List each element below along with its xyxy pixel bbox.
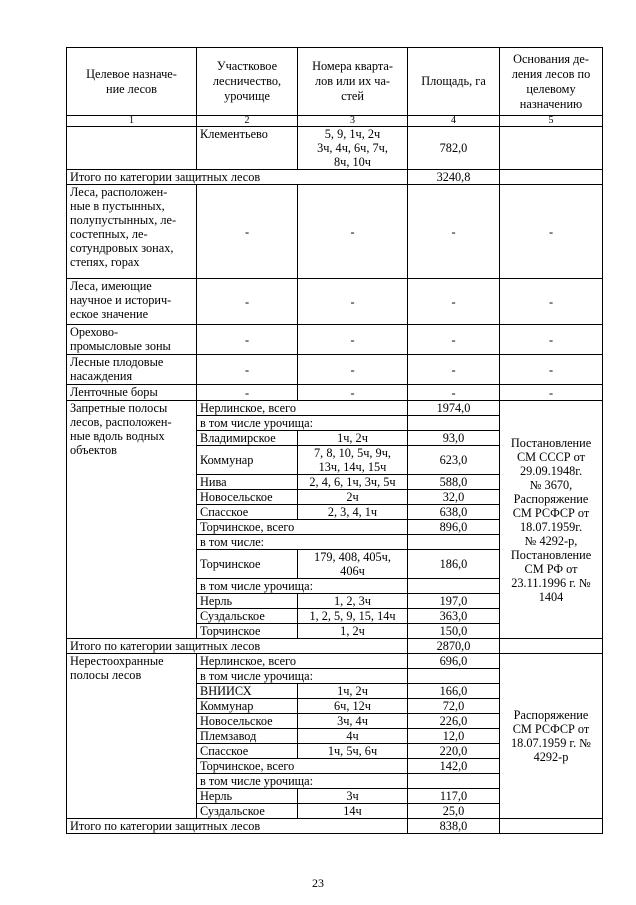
area-cell: 150,0 [408,624,500,639]
basis-cell: - [500,279,603,325]
area-cell: 638,0 [408,505,500,520]
area-cell: 93,0 [408,431,500,446]
area-cell: 896,0 [408,520,500,535]
area-cell: 226,0 [408,714,500,729]
header-forestry: Участковое лесничество, урочище [197,48,298,116]
category-cell: Леса, имеющие научное и историч- еское значение [67,279,197,325]
basis-cell [500,127,603,170]
forestry-cell: Суздальское [197,609,298,624]
table-row [67,185,603,279]
forestry-cell: Нива [197,475,298,490]
header-area: Площадь, га [408,48,500,116]
forestry-total-cell: Нерлинское, всего [197,654,408,669]
forestry-cell: ВНИИСХ [197,684,298,699]
basis-cell: - [500,325,603,355]
header-row [67,48,603,116]
forestry-cell: Племзавод [197,729,298,744]
quarters-cell: - [298,355,408,385]
quarters-cell: 7, 8, 10, 5ч, 9ч, 13ч, 14ч, 15ч [298,446,408,475]
quarters-cell: 14ч [298,804,408,819]
area-cell: 142,0 [408,759,500,774]
table-row [67,127,603,170]
area-cell: 696,0 [408,654,500,669]
forestry-cell: - [197,279,298,325]
basis-cell: - [500,385,603,401]
area-cell: 623,0 [408,446,500,475]
quarters-cell: 2ч [298,490,408,505]
category-total-area: 3240,8 [408,170,500,185]
area-cell: 1974,0 [408,401,500,416]
page-number: 23 [312,876,324,890]
area-cell: - [408,325,500,355]
category-cell [67,127,197,170]
area-cell [408,669,500,684]
forestry-cell: Новосельское [197,490,298,505]
category-total-area: 838,0 [408,819,500,834]
quarters-cell: 6ч, 12ч [298,699,408,714]
column-number: 3 [298,116,408,127]
basis-cell [500,819,603,834]
forest-purpose-table [66,47,603,834]
forestry-cell: Владимирское [197,431,298,446]
subheading-cell: в том числе урочища: [197,669,408,684]
quarters-cell: 4ч [298,729,408,744]
category-total-row [67,639,603,654]
quarters-cell: 2, 3, 4, 1ч [298,505,408,520]
column-number: 2 [197,116,298,127]
column-number-row [67,116,603,127]
quarters-cell: - [298,185,408,279]
category-total-area: 2870,0 [408,639,500,654]
subheading-cell: в том числе урочища: [197,774,408,789]
basis-cell: Распоряжение СМ РСФСР от 18.07.1959 г. № 4292-р [500,654,603,819]
header-quarters: Номера кварта- лов или их ча- стей [298,48,408,116]
area-cell: 25,0 [408,804,500,819]
area-cell: 32,0 [408,490,500,505]
category-cell: Ленточные боры [67,385,197,401]
quarters-cell: 1, 2, 5, 9, 15, 14ч [298,609,408,624]
area-cell [408,416,500,431]
area-cell: 117,0 [408,789,500,804]
category-cell: Орехово- промысловые зоны [67,325,197,355]
area-cell: - [408,385,500,401]
forestry-cell: Нерль [197,789,298,804]
quarters-cell: 3ч [298,789,408,804]
area-cell: 12,0 [408,729,500,744]
quarters-cell: 1ч, 2ч [298,684,408,699]
column-number: 4 [408,116,500,127]
column-number: 5 [500,116,603,127]
area-cell: 72,0 [408,699,500,714]
quarters-cell: 5, 9, 1ч, 2ч 3ч, 4ч, 6ч, 7ч, 8ч, 10ч [298,127,408,170]
forestry-cell: Клементьево [197,127,298,170]
quarters-cell: - [298,279,408,325]
subheading-cell: в том числе урочища: [197,416,408,431]
quarters-cell: 1ч, 5ч, 6ч [298,744,408,759]
category-cell: Запретные полосы лесов, расположен- ные вдоль водных объектов [67,401,197,639]
forestry-cell: Коммунар [197,699,298,714]
quarters-cell: 1, 2ч [298,624,408,639]
table-row [67,325,603,355]
category-cell: Лесные плодовые насаждения [67,355,197,385]
subheading-cell: в том числе: [197,535,408,550]
forestry-cell: Спасское [197,744,298,759]
category-total-label: Итого по категории защитных лесов [67,819,408,834]
quarters-cell: - [298,325,408,355]
forestry-total-cell: Торчинское, всего [197,759,408,774]
table-body [67,48,603,834]
category-total-row [67,819,603,834]
category-total-row [67,170,603,185]
table-row [67,279,603,325]
forestry-cell: Суздальское [197,804,298,819]
quarters-cell: - [298,385,408,401]
forestry-cell: - [197,355,298,385]
area-cell: 588,0 [408,475,500,490]
basis-cell: - [500,185,603,279]
quarters-cell: 3ч, 4ч [298,714,408,729]
forestry-cell: Торчинское [197,624,298,639]
header-purpose: Целевое назначе- ние лесов [67,48,197,116]
category-cell: Нерестоохранные полосы лесов [67,654,197,819]
table-row [67,401,603,416]
table-row [67,654,603,669]
forestry-cell: Нерль [197,594,298,609]
forestry-cell: Спасское [197,505,298,520]
area-cell: - [408,185,500,279]
category-total-label: Итого по категории защитных лесов [67,170,408,185]
area-cell [408,579,500,594]
forestry-cell: Новосельское [197,714,298,729]
quarters-cell: 1ч, 2ч [298,431,408,446]
area-cell: 197,0 [408,594,500,609]
area-cell: 166,0 [408,684,500,699]
basis-cell [500,170,603,185]
forestry-cell: - [197,185,298,279]
quarters-cell: 179, 408, 405ч, 406ч [298,550,408,579]
area-cell: 363,0 [408,609,500,624]
area-cell: - [408,355,500,385]
forestry-cell: - [197,325,298,355]
subheading-cell: в том числе урочища: [197,579,408,594]
category-cell: Леса, расположен- ные в пустынных, полупустынных, ле- состепных, ле- сотундровых зонах, степях, горах [67,185,197,279]
table-row [67,385,603,401]
area-cell: - [408,279,500,325]
category-total-label: Итого по категории защитных лесов [67,639,408,654]
forestry-cell: Коммунар [197,446,298,475]
basis-cell: - [500,355,603,385]
quarters-cell: 2, 4, 6, 1ч, 3ч, 5ч [298,475,408,490]
area-cell [408,774,500,789]
basis-cell [500,639,603,654]
area-cell: 220,0 [408,744,500,759]
quarters-cell: 1, 2, 3ч [298,594,408,609]
table-row [67,355,603,385]
forestry-total-cell: Нерлинское, всего [197,401,408,416]
area-cell: 186,0 [408,550,500,579]
forestry-cell: - [197,385,298,401]
header-basis: Основания де- ления лесов по целевому назначению [500,48,603,116]
area-cell [408,535,500,550]
column-number: 1 [67,116,197,127]
basis-cell: Постановление СМ СССР от 29.09.1948г. № 3670, Распоряжение СМ РСФСР от 18.07.1959г. № 4292-р, Постановление СМ РФ от 23.11.1996 г. № 1404 [500,401,603,639]
forestry-total-cell: Торчинское, всего [197,520,408,535]
forestry-cell: Торчинское [197,550,298,579]
area-cell: 782,0 [408,127,500,170]
